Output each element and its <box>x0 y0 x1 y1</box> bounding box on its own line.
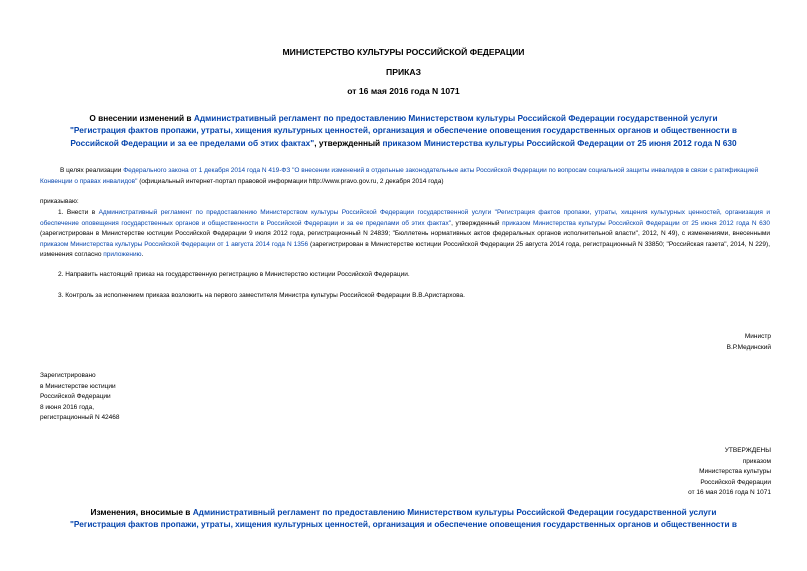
item-1-paragraph <box>40 208 770 261</box>
registration-line: в Министерстве юстиции <box>40 382 116 390</box>
registration-line: Зарегистрировано <box>40 372 96 379</box>
item-1-text: 1. Внести в <box>58 209 99 216</box>
item-1-order-1356-link[interactable]: приказом Министерства культуры Российской Федерации от 1 августа 2014 года N 1356 <box>40 240 309 248</box>
signature-block <box>727 332 771 353</box>
item-1-text-e: . <box>141 251 144 259</box>
approved-line: приказом <box>742 457 771 465</box>
order-heading: ПРИКАЗ <box>386 67 421 77</box>
federal-law-link[interactable]: Федерального закона от 1 декабря 2014 года N 419-ФЗ "О внесении изменений в отдельные законодательные акты Российской Федерации по вопросам социальной защиты инвалидов в связи <box>123 167 708 174</box>
title-text-approved: , утвержденный <box>314 137 383 148</box>
order-date: от 16 мая 2016 года N 1071 <box>347 86 460 96</box>
title-order-630-link[interactable]: приказом Министерства культуры Российской Федерации от 25 июня 2012 года N 630 <box>382 137 737 148</box>
appendix-link[interactable]: приложению <box>103 251 142 259</box>
federal-law-link-end[interactable]: с ратификацией Конвенции о правах инвалидов" <box>40 167 759 185</box>
title-regulation-link-cont[interactable]: "Регистрация фактов пропажи, утраты, хищения культурных ценностей, организация и обеспечение оповещения государственных органов и общественности в <box>70 125 737 136</box>
intro-paragraph <box>40 166 770 187</box>
item-3-paragraph: 3. Контроль за исполнением приказа возложить на первого заместителя Министра культуры Российской Федерации В.В.Аристархова. <box>58 292 465 299</box>
changes-title-text: Изменения, вносимые в <box>90 507 193 517</box>
registration-line: 8 июня 2016 года, <box>40 403 95 411</box>
intro-source-text: (официальный интернет-портал правовой информации http://www.pravo.gov.ru, 2 декабря 2014 года) <box>137 177 444 185</box>
signature-role: Министр <box>744 333 771 340</box>
changes-regulation-link-cont[interactable]: "Регистрация фактов пропажи, утраты, хищения культурных ценностей, организация и обеспечение оповещения государственных органов и общественности в <box>70 519 737 530</box>
orders-word: приказываю: <box>40 198 79 205</box>
approved-line: Российской Федерации <box>700 478 771 486</box>
title-text: О внесении изменений в <box>89 113 194 123</box>
item-1-text-b: , утвержденный <box>451 219 503 227</box>
registration-line: регистрационный N 42468 <box>40 414 120 422</box>
item-1-text-c: (зарегистрирован в Министерстве юстиции Российской Федерации 9 июля 2012 года, регистрационный N 24839; "Бюллетень нормативных актов федеральных органов исполнительной власти", 2012, N 49), с изменениями, внесенными <box>40 230 770 238</box>
registration-line: Российской Федерации <box>40 393 111 401</box>
approved-line: Министерства культуры <box>699 468 771 476</box>
item-1-order-630-link[interactable]: приказом Министерства культуры Российской Федерации от 25 июня 2012 года N 630 <box>502 219 770 227</box>
intro-text: В целях реализации <box>60 167 124 174</box>
registration-block <box>40 371 120 424</box>
approved-block <box>688 446 771 499</box>
title-regulation-link-end[interactable]: Российской Федерации и за ее пределами об этих фактах" <box>70 137 315 148</box>
ministry-heading: МИНИСТЕРСТВО КУЛЬТУРЫ РОССИЙСКОЙ ФЕДЕРАЦИИ <box>282 47 525 57</box>
document-title <box>40 112 767 149</box>
title-regulation-link[interactable]: Административный регламент по предоставлению Министерством культуры Российской Федерации государственной услуги <box>193 113 718 123</box>
item-1-regulation-link[interactable]: Административный регламент по предоставлению Министерством культуры Российской Федерации государственной услуги "Регистрация фактов пропажи, утраты, хищения культурных ценностей, организация и обеспечение оповещения государственных органов и общественности в Российской Федерации и за ее пределами об этих фактах" <box>40 209 770 227</box>
item-2-paragraph: 2. Направить настоящий приказ на государственную регистрацию в Министерство юстиции Российской Федерации. <box>58 271 410 278</box>
changes-regulation-link[interactable]: Административный регламент по предоставлению Министерством культуры Российской Федерации государственной услуги <box>192 507 717 517</box>
item-1-text-d: (зарегистрирован в Министерстве юстиции Российской Федерации 25 августа 2014 года, регистрационный N 33850; "Российская газета", 2014, N 229), изменения согласно <box>40 240 771 259</box>
approved-line: от 16 мая 2016 года N 1071 <box>688 489 771 497</box>
changes-title <box>40 506 767 531</box>
approved-line: УТВЕРЖДЕНЫ <box>724 447 771 454</box>
signature-name: В.Р.Мединский <box>726 343 771 351</box>
